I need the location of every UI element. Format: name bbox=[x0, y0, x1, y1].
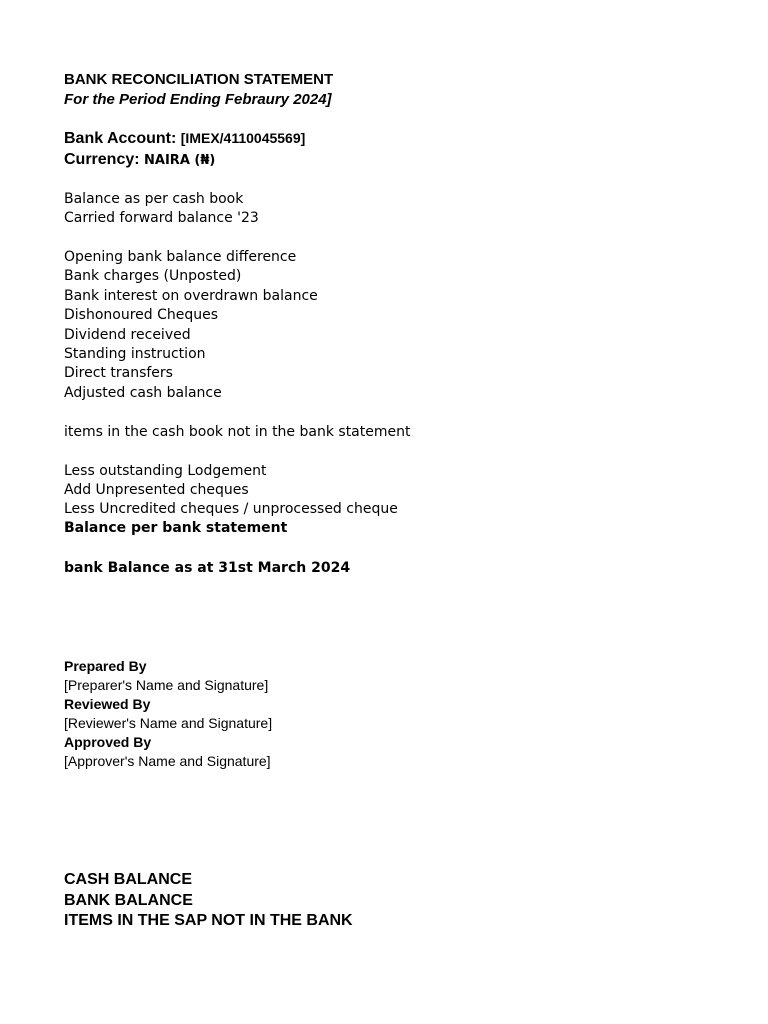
cash-balance-heading: CASH BALANCE bbox=[64, 871, 192, 888]
adjustment-item: Bank charges (Unposted) bbox=[64, 268, 242, 284]
adjustment-item: Dishonoured Cheques bbox=[64, 307, 219, 323]
currency-value: NAIRA (₦) bbox=[144, 153, 216, 168]
bank-account-line bbox=[64, 131, 305, 147]
reviewed-by-label: Reviewed By bbox=[64, 696, 151, 712]
bank-account-value: [IMEX/4110045569] bbox=[180, 130, 306, 146]
document-period: For the Period Ending Febraury 2024] bbox=[64, 91, 332, 108]
adjustment-item: Standing instruction bbox=[64, 346, 206, 362]
adjusted-cash-balance: Adjusted cash balance bbox=[64, 385, 222, 401]
outstanding-item: Less Uncredited cheques / unprocessed cheque bbox=[64, 501, 398, 517]
document-title: BANK RECONCILIATION STATEMENT bbox=[64, 71, 334, 88]
prepared-by-label: Prepared By bbox=[64, 658, 147, 674]
bank-balance-heading: BANK BALANCE bbox=[64, 892, 193, 909]
bank-balance-as-at: bank Balance as at 31st March 2024 bbox=[64, 560, 351, 576]
carried-forward-balance: Carried forward balance '23 bbox=[64, 210, 259, 226]
adjustment-item: Opening bank balance difference bbox=[64, 249, 297, 265]
balance-cash-book: Balance as per cash book bbox=[64, 191, 244, 207]
currency-line bbox=[64, 152, 215, 168]
approved-by-label: Approved By bbox=[64, 734, 152, 750]
outstanding-item: Less outstanding Lodgement bbox=[64, 463, 267, 479]
adjustment-item: Bank interest on overdrawn balance bbox=[64, 288, 318, 304]
approved-by-value: [Approver's Name and Signature] bbox=[64, 753, 271, 769]
bank-account-label: Bank Account: bbox=[64, 130, 177, 147]
reviewed-by-value: [Reviewer's Name and Signature] bbox=[64, 715, 273, 731]
currency-label: Currency: bbox=[64, 151, 140, 168]
items-note: items in the cash book not in the bank statement bbox=[64, 424, 411, 440]
items-sap-heading: ITEMS IN THE SAP NOT IN THE BANK bbox=[64, 912, 353, 929]
adjustment-item: Dividend received bbox=[64, 327, 191, 343]
balance-per-bank-statement: Balance per bank statement bbox=[64, 520, 288, 536]
outstanding-item: Add Unpresented cheques bbox=[64, 482, 249, 498]
prepared-by-value: [Preparer's Name and Signature] bbox=[64, 677, 269, 693]
adjustment-item: Direct transfers bbox=[64, 365, 173, 381]
